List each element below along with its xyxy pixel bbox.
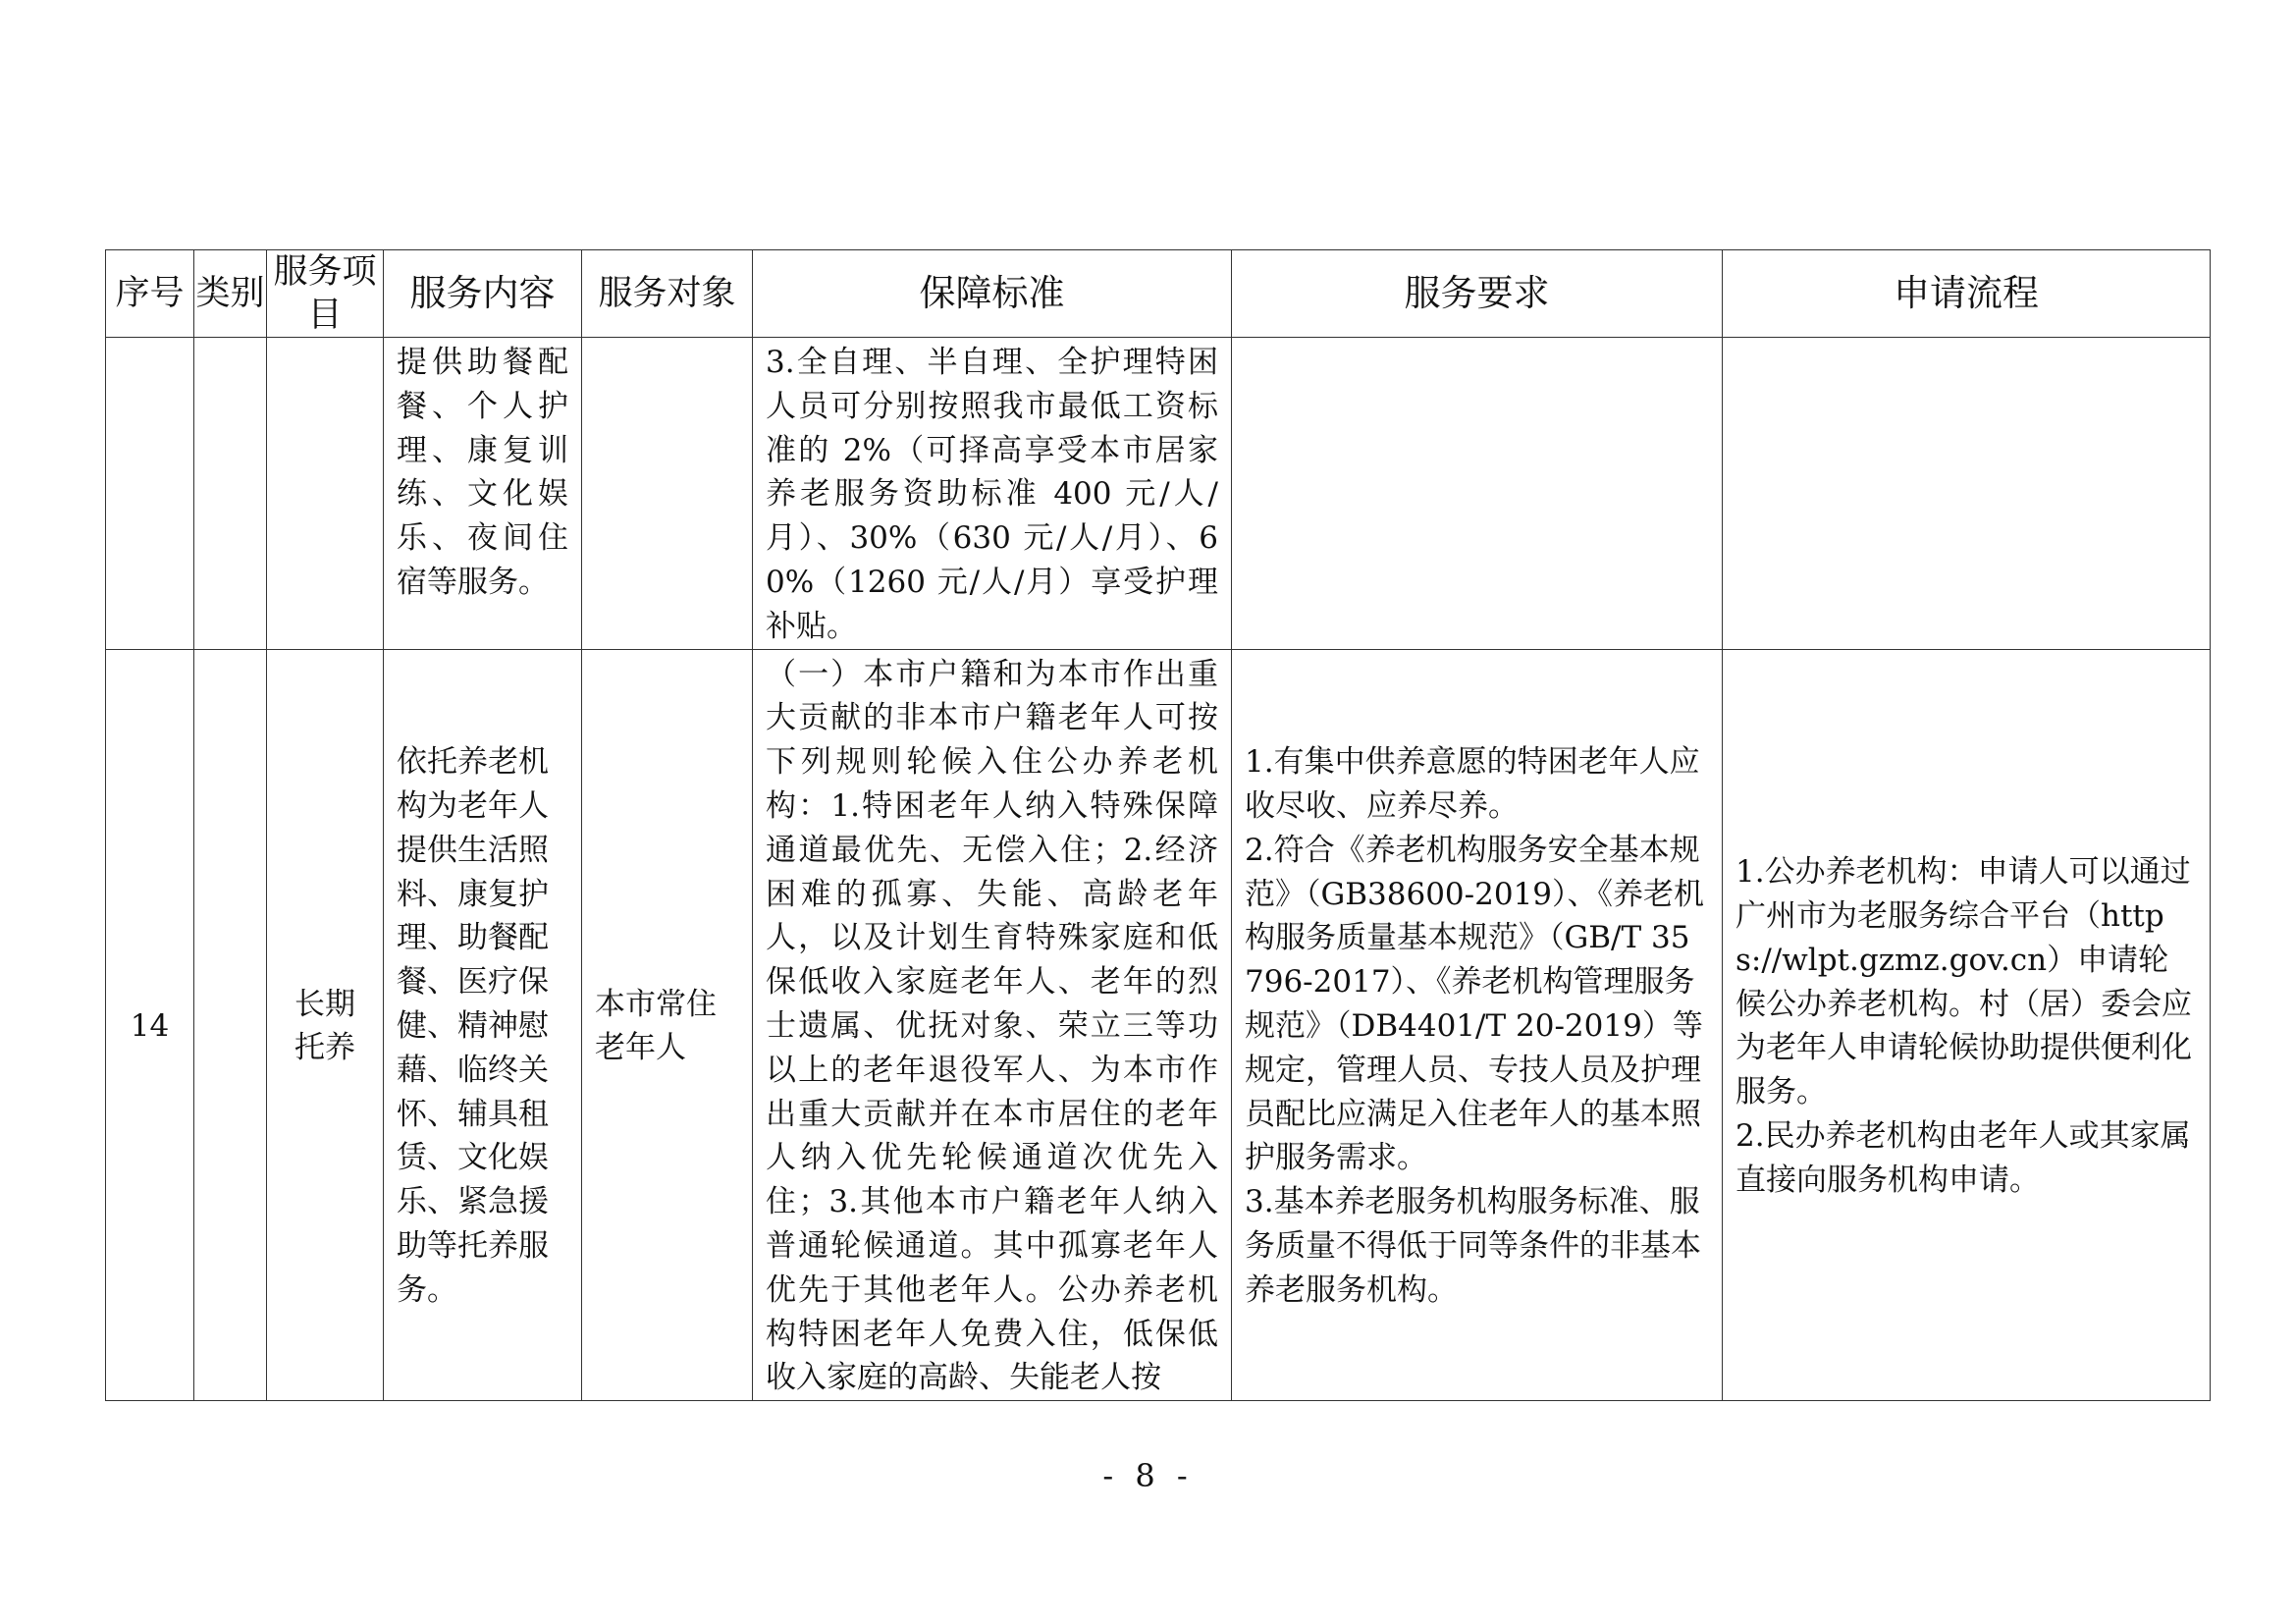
header-item: 服务项目 (267, 250, 384, 338)
requirement-item: 1.有集中供养意愿的特困老年人应收尽收、应养尽养。 (1245, 744, 1700, 824)
table-header-row (106, 250, 2211, 338)
service-table (105, 249, 2211, 1401)
header-requirement: 服务要求 (1232, 250, 1723, 338)
cell-item (267, 338, 384, 650)
cell-standard: 3.全自理、半自理、全护理特困人员可分别按照我市最低工资标准的 2%（可择高享受本市居家养老服务资助标准 400 元/人/月）、30%（630 元/人/月）、60%（1260 元/人/月）享受护理补贴。 (753, 338, 1232, 650)
table-row (106, 338, 2211, 650)
cell-requirement (1232, 649, 1723, 1401)
cell-index (106, 338, 194, 650)
header-target: 服务对象 (582, 250, 753, 338)
header-standard: 保障标准 (753, 250, 1232, 338)
cell-content: 提供助餐配餐、个人护理、康复训练、文化娱乐、夜间住宿等服务。 (384, 338, 582, 650)
cell-process (1723, 338, 2211, 650)
cell-category (194, 338, 267, 650)
cell-index: 14 (106, 649, 194, 1401)
process-item: 2.民办养老机构由老年人或其家属直接向服务机构申请。 (1735, 1117, 2191, 1198)
requirement-item: 3.基本养老服务机构服务标准、服务质量不得低于同等条件的非基本养老服务机构。 (1245, 1184, 1701, 1308)
cell-category (194, 649, 267, 1401)
requirement-item: 2.符合《养老机构服务安全基本规范》（GB38600-2019）、《养老机构服务质量基本规范》（GB/T 35796-2017）、《养老机构管理服务规范》（DB4401/T 20-2019）等规定，管理人员、专技人员及护理员配比应满足入住老年人的基本照护服务需求。 (1245, 832, 1705, 1176)
cell-content: 依托养老机构为老年人提供生活照料、康复护理、助餐配餐、医疗保健、精神慰藉、临终关怀、辅具租赁、文化娱乐、紧急援助等托养服务。 (384, 649, 582, 1401)
cell-standard: （一）本市户籍和为本市作出重大贡献的非本市户籍老年人可按下列规则轮候入住公办养老机构：1.特困老年人纳入特殊保障通道最优先、无偿入住；2.经济困难的孤寡、失能、高龄老年人，以及计划生育特殊家庭和低保低收入家庭老年人、老年的烈士遗属、优抚对象、荣立三等功以上的老年退役军人、为本市作出重大贡献并在本市居住的老年人纳入优先轮候通道次优先入住；3.其他本市户籍老年人纳入普通轮候通道。其中孤寡老年人优先于其他老年人。公办养老机构特困老年人免费入住，低保低收入家庭的高龄、失能老人按 (753, 649, 1232, 1401)
page-number: - 8 - (1102, 1457, 1194, 1494)
table-row (106, 649, 2211, 1401)
header-content: 服务内容 (384, 250, 582, 338)
header-process: 申请流程 (1723, 250, 2211, 338)
header-index: 序号 (106, 250, 194, 338)
cell-target: 本市常住老年人 (582, 649, 753, 1401)
cell-item: 长期托养 (267, 649, 384, 1401)
process-item: 1.公办养老机构：申请人可以通过广州市为老服务综合平台（https://wlpt.gzmz.gov.cn）申请轮候公办养老机构。村（居）委会应为老年人申请轮候协助提供便利化服务。 (1735, 854, 2192, 1110)
cell-requirement (1232, 338, 1723, 650)
header-category: 类别 (194, 250, 267, 338)
cell-target (582, 338, 753, 650)
cell-process (1723, 649, 2211, 1401)
